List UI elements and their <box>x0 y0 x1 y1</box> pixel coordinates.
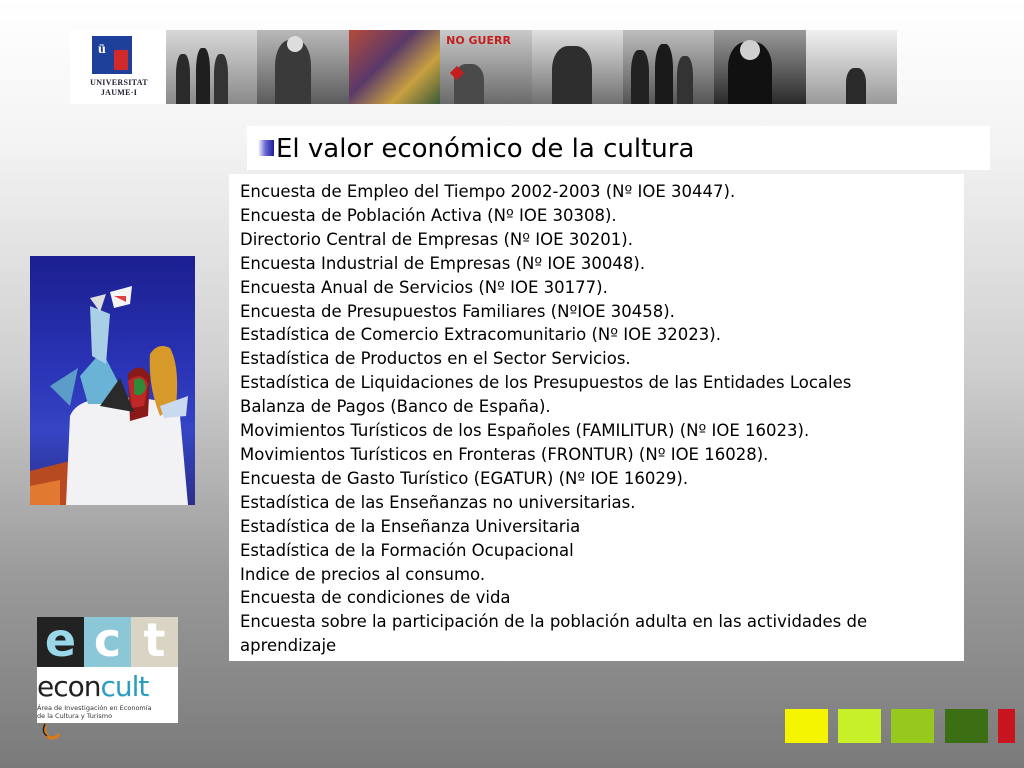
list-item: Encuesta de Empleo del Tiempo 2002-2003 (Nº IOE 30447). <box>240 182 736 201</box>
university-logo <box>70 30 166 104</box>
list-item: Encuesta de Población Activa (Nº IOE 30308). <box>240 205 617 225</box>
list-item: Estadística de Productos en el Sector Servicios. <box>240 349 631 369</box>
color-square-yellow <box>785 709 828 743</box>
econcult-sub-line-1: Área de Investigación en Economía <box>37 704 152 712</box>
list-item: Encuesta de condiciones de vida <box>240 588 511 608</box>
ect-letter-t: t <box>131 617 178 667</box>
survey-list <box>229 174 964 661</box>
historic-photo-5 <box>532 30 623 104</box>
uji-logo-mark-icon: ū <box>92 36 132 74</box>
color-square-red <box>998 709 1015 743</box>
sculpture-image <box>30 256 195 505</box>
list-item: Encuesta Industrial de Empresas (Nº IOE 30048). <box>240 253 646 273</box>
historic-photo-1 <box>166 30 257 104</box>
list-item: Encuesta de Gasto Turístico (EGATUR) (Nº IOE 16029). <box>240 468 689 488</box>
hook-icon <box>41 722 61 742</box>
list-item: Encuesta Anual de Servicios (Nº IOE 30177). <box>240 277 608 297</box>
wordmark-cult: cult <box>100 670 149 703</box>
sculpture-drawing <box>30 256 195 505</box>
list-item: Estadística de las Enseñanzas no universitarias. <box>240 492 636 512</box>
econcult-subtitle <box>37 704 152 720</box>
list-item: Estadística de Liquidaciones de los Presupuestos de las Entidades Locales <box>240 373 852 393</box>
list-item: Movimientos Turísticos de los Españoles (FAMILITUR) (Nº IOE 16023). <box>240 421 810 441</box>
list-item: Estadística de la Enseñanza Universitaria <box>240 516 581 536</box>
econcult-wordmark <box>37 671 148 703</box>
list-item: Encuesta sobre la participación de la población adulta en las actividades de aprendizaje <box>240 612 868 656</box>
wordmark-econ: econ <box>37 670 101 703</box>
historic-photo-6 <box>623 30 714 104</box>
list-item: Movimientos Turísticos en Fronteras (FRONTUR) (Nº IOE 16028). <box>240 444 769 464</box>
color-square-green <box>891 709 934 743</box>
econcult-logo <box>37 613 178 723</box>
title-box <box>247 126 990 170</box>
historic-photo-2 <box>257 30 348 104</box>
header-banner <box>70 30 897 104</box>
logo-line-1: UNIVERSITAT <box>90 78 148 87</box>
ect-letter-e: e <box>37 617 84 667</box>
list-item: Balanza de Pagos (Banco de España). <box>240 397 551 417</box>
historic-photo-8 <box>806 30 897 104</box>
list-item: Directorio Central de Empresas (Nº IOE 30201). <box>240 229 633 249</box>
econcult-sub-line-2: de la Cultura y Turismo <box>37 712 113 720</box>
list-item: Encuesta de Presupuestos Familiares (NºIOE 30458). <box>240 301 675 321</box>
list-item: Estadística de la Formación Ocupacional <box>240 540 574 560</box>
color-square-lime <box>838 709 881 743</box>
historic-photo-7 <box>714 30 805 104</box>
logo-line-2: JAUME·I <box>100 88 138 97</box>
list-item: Estadística de Comercio Extracomunitario (Nº IOE 32023). <box>240 325 721 345</box>
historic-photo-3 <box>349 30 440 104</box>
page-title: El valor económico de la cultura <box>276 134 695 164</box>
title-bullet-icon <box>258 140 274 156</box>
ect-letter-c: c <box>84 617 131 667</box>
historic-photo-4: NO GUERR <box>440 30 531 104</box>
color-square-dark-green <box>945 709 988 743</box>
list-item: Indice de precios al consumo. <box>240 564 486 584</box>
